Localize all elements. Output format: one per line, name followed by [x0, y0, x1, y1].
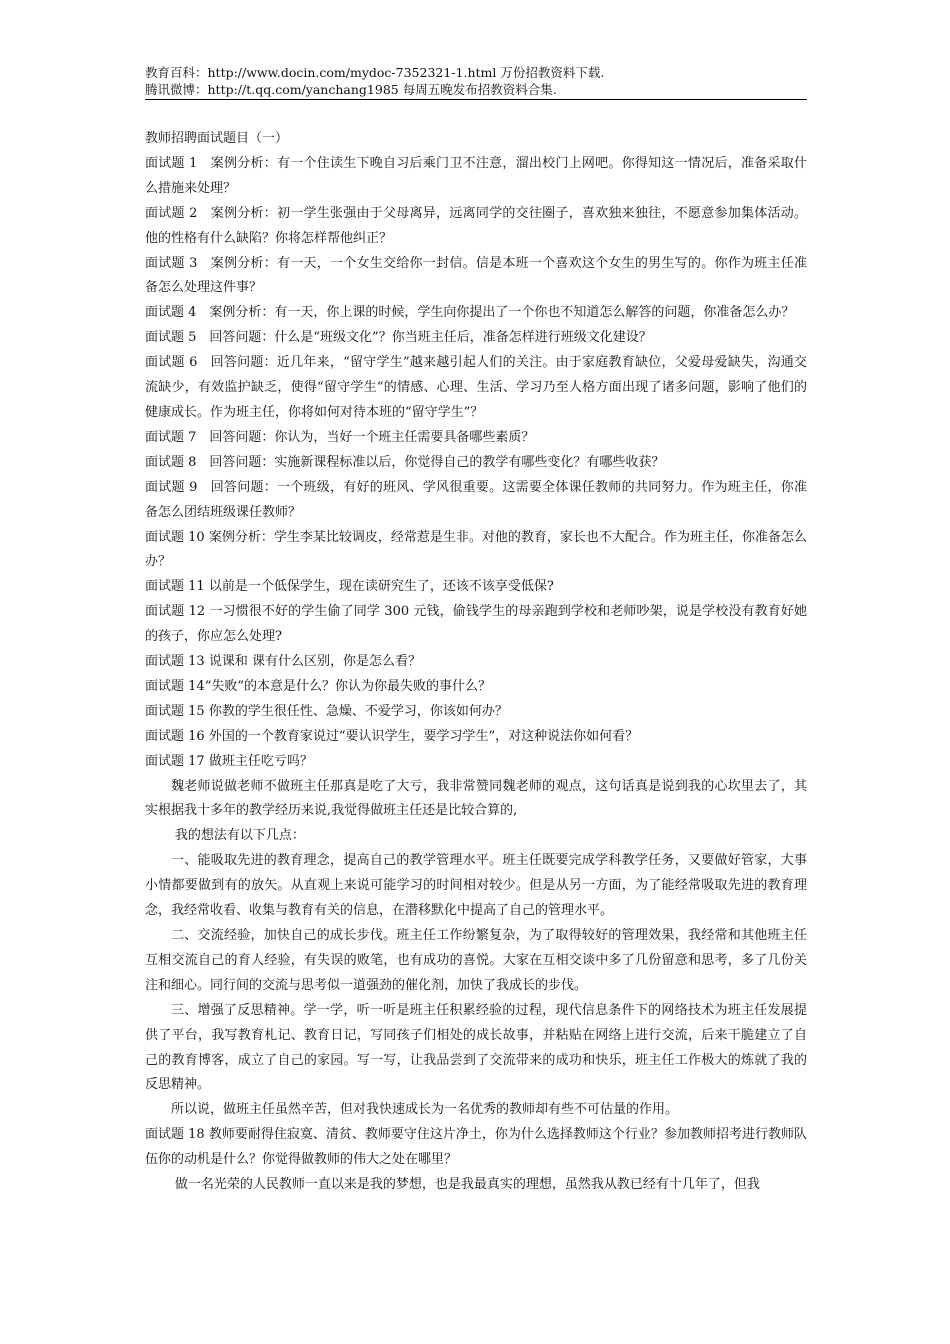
question-text: 一习惯很不好的学生偷了同学 300 元钱，偷钱学生的母亲跑到学校和老师吵架，说是学校没有教育好她的孩子，你应怎么处理? — [145, 604, 807, 645]
question-8 — [145, 451, 807, 476]
document-title: 教师招聘面试题目（一） — [145, 131, 289, 146]
question-text: 你教的学生很任性、急燥、不爱学习，你该如何办？ — [208, 703, 508, 719]
question-label: 面试题 17 — [145, 753, 205, 769]
question-label: 面试题 2 — [145, 205, 198, 221]
question-7 — [145, 426, 807, 451]
question-text: 案例分析：初一学生张强由于父母离异，远离同学的交往圈子，喜欢独来独往，不愿意参加集体活动。他的性格有什么缺陷？你将怎样帮他纠正？ — [145, 205, 807, 246]
answer-17-paragraph: 三、增强了反思精神。学一学，听一听是班主任积累经验的过程，现代信息条件下的网络技术为班主任发展提供了平台，我写教育札记、教育日记，写同孩子们相处的成长故事，并粘贴在网络上进行交流，后来干脆建立了自己的教育博客，成立了自己的家园。写一写，让我品尝到了交流带来的成功和快乐，班主任工作极大的炼就了我的反思精神。 — [145, 1002, 807, 1093]
question-label: 面试题 4 — [145, 305, 197, 321]
question-text: 案例分析：有一天，你上课的时候，学生向你提出了一个你也不知道怎么解答的问题，你准备怎么办？ — [209, 305, 795, 321]
question-text: 说课和 课有什么区别，你是怎么看？ — [208, 654, 421, 670]
question-10 — [145, 526, 807, 576]
answer-17-paragraph: 我的想法有以下几点： — [174, 828, 305, 844]
question-label: 面试题 1 — [145, 155, 198, 171]
question-label: 面试题 6 — [145, 355, 198, 371]
question-text: 外国的一个教育家说过“要认识学生，要学习学生”，对这种说法你如何看？ — [208, 728, 639, 744]
question-text: 教师要耐得住寂寞、清贫、教师要守住这片净土，你为什么选择教师这个行业？参加教师招考进行教师队伍你的动机是什么？你觉得做教师的伟大之处在哪里？ — [145, 1127, 807, 1168]
question-label: 面试题 15 — [145, 703, 205, 719]
question-label: 面试题 14 — [145, 678, 205, 694]
question-text: 案例分析：学生李某比较调皮，经常惹是生非。对他的教育，家长也不大配合。作为班主任，你准备怎么办？ — [145, 529, 807, 570]
question-text: 回答问题：实施新课程标准以后，你觉得自己的教学有哪些变化？有哪些收获？ — [209, 454, 665, 470]
question-label: 面试题 7 — [145, 429, 197, 445]
question-label: 面试题 13 — [145, 654, 205, 670]
question-text: 回答问题：一个班级，有好的班风、学风很重要。这需要全体课任教师的共同努力。作为班主任，你准备怎么团结班级课任教师？ — [145, 479, 807, 520]
question-label: 面试题 12 — [145, 604, 206, 620]
question-11 — [145, 575, 807, 600]
answer-17-paragraph: 一、能吸取先进的教育理念，提高自己的教学管理水平。班主任既要完成学科教学任务，又要做好管家，大事小情都要做到有的放矢。从直观上来说可能学习的时间相对较少。但是从另一方面，为了能经常吸取先进的教育理念，我经常收看、收集与教育有关的信息，在潜移默化中提高了自己的管理水平。 — [145, 853, 807, 919]
question-label: 面试题 9 — [145, 479, 198, 495]
question-text: 回答问题：什么是“班级文化”？你当班主任后，准备怎样进行班级文化建设？ — [209, 330, 652, 346]
question-text: 以前是一个低保学生，现在读研究生了，还该不该享受低保? — [208, 579, 554, 595]
question-label: 面试题 5 — [145, 330, 197, 346]
question-18 — [145, 1123, 807, 1173]
question-label: 面试题 10 — [145, 529, 205, 545]
answer-17-paragraph: 魏老师说做老师不做班主任那真是吃了大亏，我非常赞同魏老师的观点，这句话真是说到我的心坎里去了，其实根据我十多年的教学经历来说,我觉得做班主任还是比较合算的, — [145, 778, 807, 819]
question-6 — [145, 351, 807, 426]
question-2 — [145, 202, 807, 252]
question-label: 面试题 11 — [145, 579, 205, 595]
question-label: 面试题 3 — [145, 255, 198, 271]
question-12 — [145, 600, 807, 650]
answer-17-paragraph: 二、交流经验，加快自己的成长步伐。班主任工作纷繁复杂，为了取得较好的管理效果，我经常和其他班主任互相交流自己的育人经验，有失误的败笔，也有成功的喜悦。大家在互相交谈中多了几份留意和思考，多了几份关注和细心。同行间的交流与思考似一道强劲的催化剂，加快了我成长的步伐。 — [145, 928, 807, 993]
question-4 — [145, 301, 807, 326]
page-header — [145, 64, 807, 100]
question-13 — [145, 650, 807, 675]
question-label: 面试题 16 — [145, 728, 205, 744]
question-text: “失败”的本意是什么？你认为你最失败的事什么？ — [204, 678, 491, 694]
answer-18-paragraph: 做一名光荣的人民教师一直以来是我的梦想，也是我最真实的理想，虽然我从教已经有十几年了，但我 — [174, 1177, 760, 1193]
question-1 — [145, 152, 807, 202]
document-page — [145, 64, 807, 1198]
question-16 — [145, 725, 807, 750]
question-5 — [145, 326, 807, 351]
header-weibo-link[interactable]: 腾讯微博：http://t.qq.com/yanchang1985 每周五晚发布招教资料合集. — [145, 82, 557, 97]
header-docin-link[interactable]: 教育百科：http://www.docin.com/mydoc-7352321-1.html 万份招教资料下载. — [145, 65, 605, 80]
question-text: 回答问题：近几年来，“留守学生”越来越引起人们的关注。由于家庭教育缺位，父爱母爱缺失，沟通交流缺少，有效监护缺乏，使得“留守学生”的情感、心理、生活、学习乃至人格方面出现了诸多问题，影响了他们的健康成长。作为班主任，你将如何对待本班的“留守学生”？ — [145, 355, 807, 420]
question-label: 面试题 8 — [145, 454, 197, 470]
document-body — [145, 127, 807, 1198]
question-17 — [145, 750, 807, 775]
question-text: 案例分析：有一个住读生下晚自习后乘门卫不注意，溜出校门上网吧。你得知这一情况后，准备采取什么措施来处理？ — [145, 155, 807, 196]
question-15 — [145, 700, 807, 725]
question-text: 案例分析：有一天，一个女生交给你一封信。信是本班一个喜欢这个女生的男生写的。你作为班主任准备怎么处理这件事？ — [145, 255, 807, 296]
question-label: 面试题 18 — [145, 1127, 205, 1143]
question-3 — [145, 252, 807, 302]
question-text: 回答问题：你认为，当好一个班主任需要具备哪些素质？ — [209, 429, 535, 445]
question-text: 做班主任吃亏吗？ — [208, 753, 313, 769]
question-9 — [145, 476, 807, 526]
question-14 — [145, 675, 807, 700]
answer-17-paragraph: 所以说，做班主任虽然辛苦，但对我快速成长为一名优秀的教师却有些不可估量的作用。 — [171, 1102, 679, 1118]
